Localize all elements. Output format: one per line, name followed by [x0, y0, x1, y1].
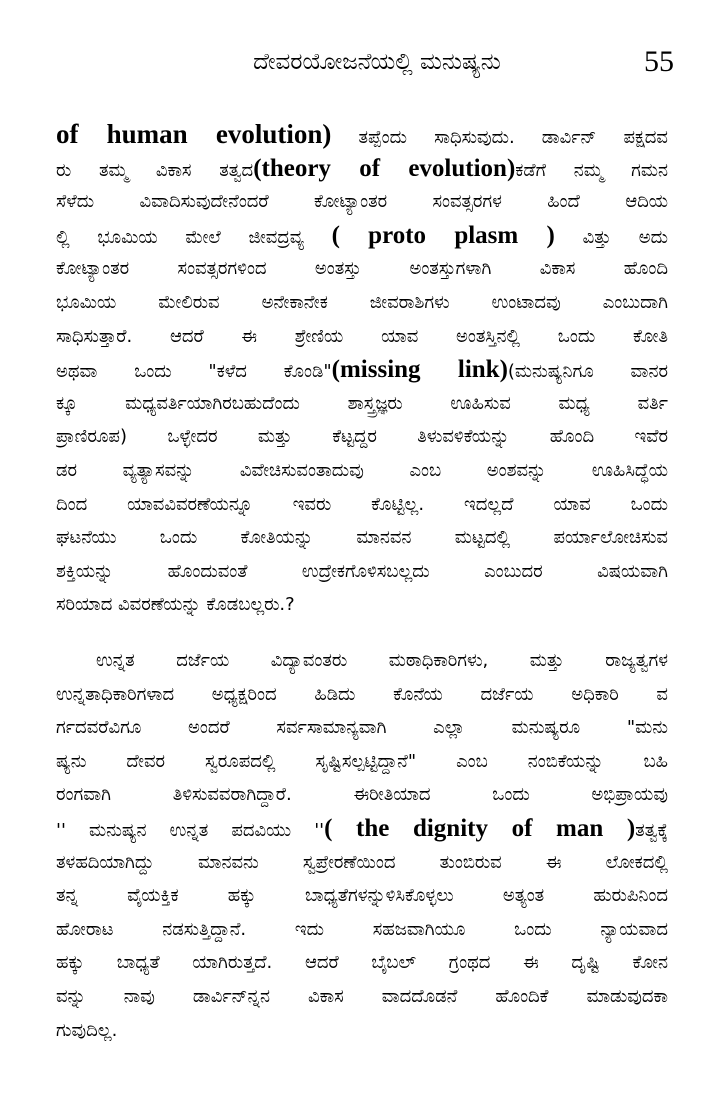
text-line	[56, 812, 668, 846]
text-line: ಗುವುದಿಲ್ಲ.	[56, 1019, 118, 1041]
text-line: ಭೂಮಿಯ ಮೇಲಿರುವ ಅನೇಕಾನೇಕ ಜೀವರಾಶಿಗಳು ಉಂಟಾದವು ಎಂಬುದಾಗಿ	[56, 291, 668, 313]
text-line: ದಿಂದ ಯಾವವಿವರಣೆಯನ್ನೂ ಇವರು ಕೊಟ್ಟಿಲ್ಲ. ಇದಲ್ಲದೆ ಯಾವ ಒಂದು	[56, 493, 668, 515]
text-line: ಸಾಧಿಸುತ್ತಾರೆ. ಆದರೆ ಈ ಶ್ರೇಣಿಯ ಯಾವ ಅಂತಸ್ತಿನಲ್ಲಿ ಒಂದು ಕೋತಿ	[56, 325, 668, 347]
latin-term: (missing link)	[331, 356, 508, 384]
text-line: ಶಕ್ತಿಯನ್ನು ಹೊಂದುವಂತೆ ಉದ್ರೇಕಗೊಳಿಸಬಲ್ಲದು ಎಂಬುದರ ವಿಷಯವಾಗಿ	[56, 560, 668, 582]
text-line	[56, 152, 668, 186]
kannada-text: ವಿತ್ತು ಅದು	[582, 226, 668, 248]
text-line: ಉನ್ನತ ದರ್ಜೆಯ ವಿದ್ಯಾವಂತರು ಮಠಾಧಿಕಾರಿಗಳು, ಮತ್ತು ರಾಜ್ಯತ್ವಗಳ	[96, 650, 668, 671]
text-line: ಸರಿಯಾದ ವಿವರಣೆಯನ್ನು ಕೊಡಬಲ್ಲರು.?	[56, 594, 295, 616]
kannada-text: ಕಡೆಗೆ ನಮ್ಮ ಗಮನ	[515, 159, 668, 181]
text-line: ಡರ ವ್ಯತ್ಯಾಸವನ್ನು ವಿವೇಚಿಸುವಂತಾದುವು ಎಂಬ ಅಂಶವನ್ನು ಊಹಿಸಿದ್ಧೆಯ	[56, 459, 668, 481]
latin-term: of human evolution)	[56, 119, 332, 149]
text-line: ಹಕ್ಕು ಬಾಧ್ಯತೆ ಯಾಗಿರುತ್ತದೆ. ಆದರೆ ಬೈಬಲ್ ಗ್ರಂಥದ ಈ ದೃಷ್ಟಿ ಕೋನ	[56, 952, 668, 974]
text-line: ಹೋರಾಟ ನಡಸುತ್ತಿದ್ದಾನೆ. ಇದು ಸಹಜವಾಗಿಯೂ ಒಂದು ನ್ಯಾಯವಾದ	[56, 918, 668, 940]
text-line: ರಂಗವಾಗಿ ತಿಳಿಸುವವರಾಗಿದ್ದಾರೆ. ಈರೀತಿಯಾದ ಒಂದು ಅಭಿಪ್ರಾಯವು	[56, 784, 668, 806]
kannada-text: '' ಮನುಷ್ಯನ ಉನ್ನತ ಪದವಿಯು ''	[56, 819, 325, 841]
latin-term: ( the dignity of man )	[324, 814, 636, 842]
kannada-text: ತಪ್ಪೆಂದು ಸಾಧಿಸುವುದು. ಡಾರ್ವಿನ್ ಪಕ್ಷದವ	[358, 127, 668, 148]
text-line: ವನ್ನು ನಾವು ಡಾರ್ವಿನ್‌ನ್ನನ ವಿಕಾಸ ವಾದದೊಡನೆ ಹೊಂದಿಕೆ ಮಾಡುವುದಕಾ	[56, 985, 668, 1007]
text-line: ರ್ಗದವರೆವಿಗೂ ಅಂದರೆ ಸರ್ವಸಾಮಾನ್ಯವಾಗಿ ಎಲ್ಲಾ ಮನುಷ್ಯರೂ "ಮನು	[56, 717, 668, 739]
kannada-text: ಅಥವಾ ಒಂದು "ಕಳೆದ ಕೊಂಡಿ"	[56, 361, 332, 383]
text-line: ಘಟನೆಯು ಒಂದು ಕೋತಿಯನ್ನು ಮಾನವನ ಮಟ್ಟದಲ್ಲಿ ಪರ್ಯಾಲೋಚಿಸುವ	[56, 527, 668, 549]
page-number: 55	[644, 45, 674, 78]
text-line: ಷ್ಯನು ದೇವರ ಸ್ವರೂಪದಲ್ಲಿ ಸೃಷ್ಟಿಸಲ್ಪಟ್ಟಿದ್ದಾನೆ" ಎಂಬ ನಂಬಿಕೆಯನ್ನು ಬಹಿ	[56, 750, 668, 772]
latin-term: ( proto plasm )	[331, 221, 555, 249]
kannada-text: ರು ತಮ್ಮ ವಿಕಾಸ ತತ್ವದ	[56, 159, 254, 181]
text-line	[56, 353, 668, 387]
paragraph-2	[56, 644, 668, 1047]
paragraph-1	[56, 118, 668, 622]
text-line: ಉನ್ನತಾಧಿಕಾರಿಗಳಾದ ಅಧ್ಯಕ್ಷರಿಂದ ಹಿಡಿದು ಕೊನೆಯ ದರ್ಜೆಯ ಅಧಿಕಾರಿ ವ	[56, 683, 668, 705]
latin-term: (theory of evolution)	[253, 154, 516, 182]
text-line: ಕೋಟ್ಯಾಂತರ ಸಂವತ್ಸರಗಳಿಂದ ಅಂತಸ್ತು ಅಂತಸ್ತುಗಳಾಗಿ ವಿಕಾಸ ಹೊಂದಿ	[56, 258, 668, 280]
running-head	[50, 44, 674, 84]
running-title: ದೇವರಯೋಜನೆಯಲ್ಲಿ ಮನುಷ್ಯನು	[253, 49, 501, 75]
kannada-text: ತತ್ವಕ್ಕೆ	[635, 819, 668, 841]
text-line	[56, 219, 668, 253]
text-line: ತನ್ನ ವೈಯಕ್ತಿಕ ಹಕ್ಕು ಬಾಧ್ಯತೆಗಳನ್ನುಳಿಸಿಕೊಳ್ಳಲು ಅತ್ಯಂತ ಹುರುಪಿನಿಂದ	[56, 885, 668, 907]
kannada-text: ಲ್ಲಿ ಭೂಮಿಯ ಮೇಲೆ ಜೀವದ್ರವ್ಯ	[56, 226, 304, 248]
text-line: ತಳಹದಿಯಾಗಿದ್ದು ಮಾನವನು ಸ್ವಪ್ರೇರಣೆಯಿಂದ ತುಂಬಿರುವ ಈ ಲೋಕದಲ್ಲಿ	[56, 851, 668, 873]
text-line	[56, 118, 668, 152]
text-line: ಪ್ರಾಣಿರೂಪ) ಒಳ್ಳೇದರ ಮತ್ತು ಕೆಟ್ಟದ್ದರ ತಿಳುವಳಿಕೆಯನ್ನು ಹೊಂದಿ ಇವೆರ	[56, 426, 668, 448]
text-line: ಸೆಳೆದು ವಿವಾದಿಸುವುದೇನೆಂದರೆ ಕೋಟ್ಯಾಂತರ ಸಂವತ್ಸರಗಳ ಹಿಂದೆ ಆದಿಯ	[56, 191, 668, 213]
kannada-text: (ಮನುಷ್ಯನಿಗೂ ವಾನರ	[507, 361, 668, 383]
text-line: ಕ್ಕೂ ಮಧ್ಯವರ್ತಿಯಾಗಿರಬಹುದೆಂದು ಶಾಸ್ತ್ರಜ್ಞರು ಊಹಿಸುವ ಮಧ್ಯ ವರ್ತಿ	[56, 392, 668, 414]
